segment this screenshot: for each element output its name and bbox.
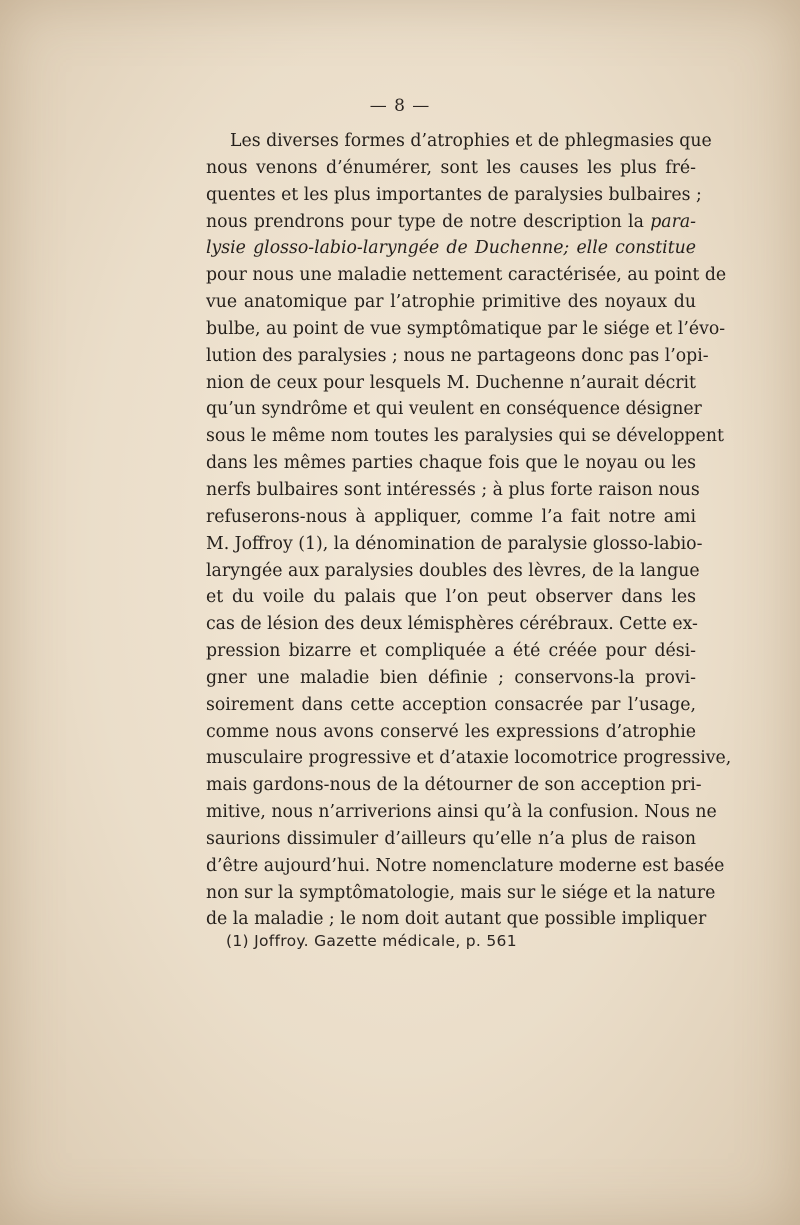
text-line: comme nous avons conservé les expressions d’atrophie [206,721,696,742]
text-line: saurions dissimuler d’ailleurs qu’elle n’a plus de raison [206,828,696,849]
text-line: mais gardons-nous de la détourner de son acception pri- [206,775,702,796]
text-line: bulbe, au point de vue symptômatique par le siége et l’évo- [206,318,726,339]
text-line: nion de ceux pour lesquels M. Duchenne n’aurait décrit [206,372,696,393]
text-line: qu’un syndrôme et qui veulent en conséquence désigner [206,399,702,420]
text-line [206,209,696,236]
text-line: laryngée aux paralysies doubles des lèvres, de la langue [206,560,700,581]
text-line: non sur la symptômatologie, mais sur le siége et la nature [206,882,716,903]
text-line: de la maladie ; le nom doit autant que possible impliquer [206,909,707,930]
text-line: d’être aujourd’hui. Notre nomenclature moderne est basée [206,855,725,876]
text-line: Les diverses formes d’atrophies et de phlegmasies que [230,131,712,151]
text-line-start: nous prendrons pour type de notre description la [206,211,644,232]
text-line: M. Joffroy (1), la dénomination de paralysie glosso-labio- [206,533,703,554]
page-number: — 8 — [369,96,431,116]
body-text [206,128,732,933]
text-line: quentes et les plus importantes de paralysies bulbaires ; [206,184,702,205]
italic-term: lysie glosso-labio-laryngée de Duchenne; elle constitue [206,238,696,259]
italic-term: para- [650,211,696,232]
text-line: nerfs bulbaires sont intéressés ; à plus forte raison nous [206,479,700,500]
text-line: gner une maladie bien définie ; conservons-la provi- [206,667,696,688]
text-line: dans les mêmes parties chaque fois que le noyau ou les [206,453,696,474]
text-line: pour nous une maladie nettement caractérisée, au point de [206,265,727,286]
text-line: sous le même nom toutes les paralysies qui se développent [206,426,724,447]
text-line: lution des paralysies ; nous ne partageons donc pas l’opi- [206,345,709,366]
text-line: cas de lésion des deux lémisphères cérébraux. Cette ex- [206,614,698,635]
text-line: musculaire progressive et d’ataxie locomotrice progressive, [206,748,732,769]
text-line: nous venons d’énumérer, sont les causes les plus fré- [206,157,696,178]
text-line: vue anatomique par l’atrophie primitive des noyaux du [206,292,696,313]
text-line: mitive, nous n’arriverions ainsi qu’à la confusion. Nous ne [206,802,717,823]
text-line: et du voile du palais que l’on peut observer dans les [206,587,696,608]
text-line: pression bizarre et compliquée a été créée pour dési- [206,641,696,662]
text-line: soirement dans cette acception consacrée par l’usage, [206,694,696,715]
footnote: (1) Joffroy. Gazette médicale, p. 561 [226,932,517,950]
text-line-italic-start [206,235,696,262]
text-line: refuserons-nous à appliquer, comme l’a fait notre ami [206,506,696,527]
